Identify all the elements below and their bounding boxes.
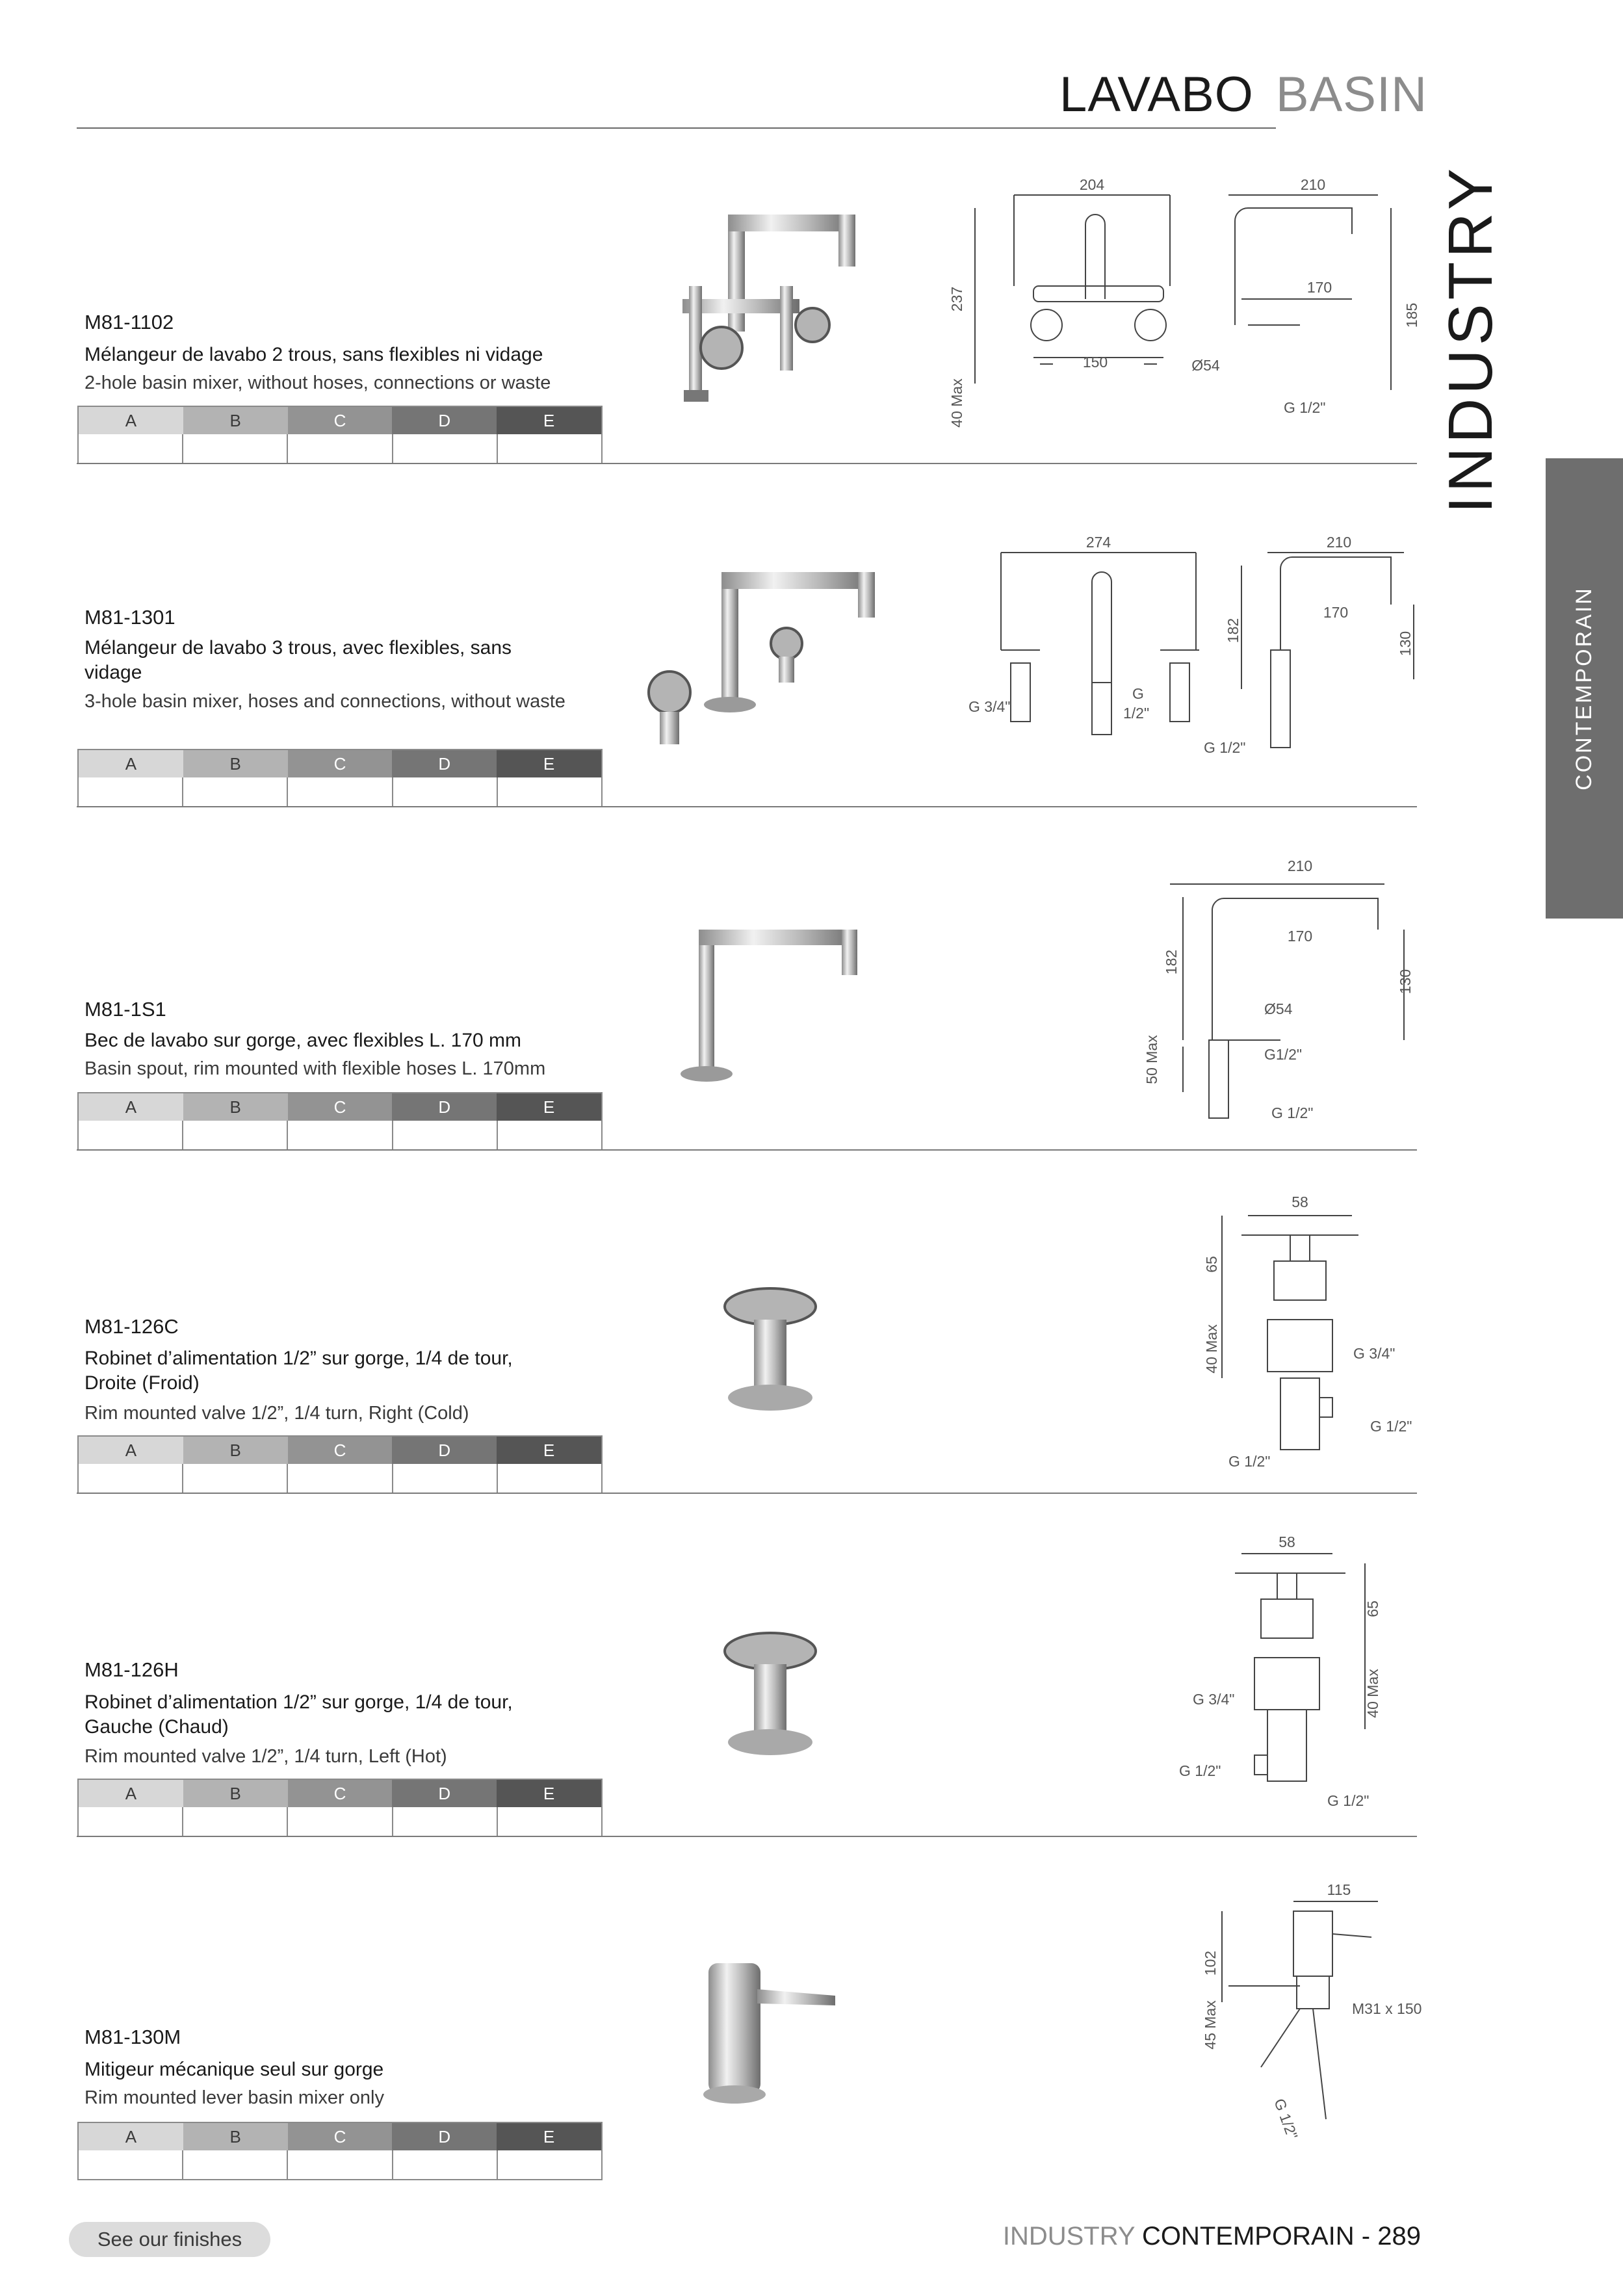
dim-g: G [1132,685,1144,702]
dim-237: 237 [948,286,965,312]
finish-c[interactable]: C [288,407,393,434]
product-desc-fr: Robinet d’alimentation 1/2” sur gorge, 1/4 de tour, Droite (Froid) [84,1348,513,1394]
dim-65: 65 [1203,1256,1220,1273]
product-separator [77,1836,1417,1837]
finish-grid [77,1779,603,1837]
product-desc-fr: Mélangeur de lavabo 2 trous, sans flexibles ni vidage [84,344,543,365]
finish-a[interactable]: A [79,750,183,777]
finish-a[interactable]: A [79,1437,183,1464]
finish-c[interactable]: C [288,1437,393,1464]
dim-g12-b: G 1/2" [1271,1104,1314,1121]
technical-drawing [1170,1534,1430,1820]
finish-b-box[interactable] [183,777,288,806]
product-separator [77,1149,1417,1151]
product-desc-fr: Mitigeur mécanique seul sur gorge [84,2059,384,2080]
dim-130: 130 [1397,631,1414,657]
dim-102: 102 [1202,1950,1219,1976]
footer-category: CONTEMPORAIN [1141,2222,1355,2250]
collection-vertical-title: INDUSTRY [1436,164,1505,514]
product-desc-fr: Robinet d’alimentation 1/2” sur gorge, 1/4 de tour, Gauche (Chaud) [84,1691,513,1738]
finish-d-box[interactable] [393,1121,498,1149]
dim-g12: G 1/2" [1271,2096,1301,2142]
finish-d-box[interactable] [393,434,498,463]
finish-d[interactable]: D [392,1780,497,1807]
title-fr: LAVABO [1059,67,1254,122]
technical-drawing [1189,1872,1436,2158]
dim-204: 204 [1079,176,1105,193]
finish-b-box[interactable] [183,434,288,463]
finish-a[interactable]: A [79,1093,183,1121]
dim-g12-a: G1/2" [1264,1046,1303,1063]
finish-e-box[interactable] [498,1464,601,1493]
finish-c-box[interactable] [288,1464,393,1493]
product-code: M81-130M [84,2026,181,2048]
dim-115: 115 [1327,1881,1351,1898]
product-desc-en: 3-hole basin mixer, hoses and connections, without waste [84,691,565,712]
finish-a[interactable]: A [79,2123,183,2150]
dim-182: 182 [1163,949,1180,975]
dim-g12: G 1/2" [1204,739,1246,756]
finish-c-box[interactable] [288,1807,393,1836]
finish-d-box[interactable] [393,1464,498,1493]
dim-50max: 50 Max [1143,1035,1160,1084]
finish-a-box[interactable] [79,1807,183,1836]
technical-drawing [936,533,1443,767]
finish-a-box[interactable] [79,777,183,806]
finish-a[interactable]: A [79,407,183,434]
finish-c[interactable]: C [288,2123,393,2150]
finish-c[interactable]: C [288,1093,393,1121]
product-photo [669,910,877,1105]
product-code: M81-126H [84,1658,179,1681]
finish-b[interactable]: B [183,1437,288,1464]
finish-e-box[interactable] [498,1121,601,1149]
dim-40max: 40 Max [948,378,965,428]
dim-40max: 40 Max [1203,1324,1220,1374]
see-finishes-button[interactable]: See our finishes [69,2222,270,2257]
dim-210: 210 [1326,534,1352,551]
footer-separator: - [1361,2222,1371,2250]
page-title [0,67,1427,122]
finish-grid [77,1435,603,1494]
product-photo [624,546,897,767]
dim-54: Ø54 [1264,1000,1293,1017]
technical-drawing [1183,1190,1430,1476]
dim-40max: 40 Max [1364,1669,1381,1718]
finish-e-box[interactable] [498,1807,601,1836]
dim-185: 185 [1403,302,1420,328]
category-tab[interactable] [1546,458,1623,919]
finish-c[interactable]: C [288,750,393,777]
finish-b-box[interactable] [183,2150,288,2179]
dim-210: 210 [1287,857,1313,874]
product-code: M81-126C [84,1315,179,1338]
product-photo [656,189,877,436]
finish-c-box[interactable] [288,777,393,806]
dim-54: Ø54 [1191,357,1220,374]
finish-c-box[interactable] [288,1121,393,1149]
finish-grid [77,749,603,807]
dim-170: 170 [1287,928,1313,945]
product-photo [695,1619,845,1775]
finish-e-box[interactable] [498,2150,601,2179]
finish-d[interactable]: D [392,1093,497,1121]
finish-a-box[interactable] [79,1121,183,1149]
dim-274: 274 [1085,534,1111,551]
dim-g34: G 3/4" [968,698,1011,715]
finish-e[interactable]: E [497,2123,601,2150]
technical-drawing [1137,845,1443,1144]
footer-collection: INDUSTRY [1002,2222,1135,2250]
finish-e-box[interactable] [498,434,601,463]
product-desc-fr: Mélangeur de lavabo 3 trous, avec flexibles, sans vidage [84,637,512,683]
dim-g12-b: G 1/2" [1327,1792,1370,1809]
finish-c-box[interactable] [288,2150,393,2179]
finish-d[interactable]: D [392,750,497,777]
product-separator [77,1493,1417,1494]
finish-d[interactable]: D [392,1437,497,1464]
dim-150: 150 [1082,354,1108,371]
product-separator [77,463,1417,464]
finish-c-box[interactable] [288,434,393,463]
dim-g34: G 3/4" [1193,1691,1235,1708]
finish-a-box[interactable] [79,434,183,463]
dim-g34: G 3/4" [1353,1345,1396,1362]
finish-b-box[interactable] [183,1807,288,1836]
dim-g12: G 1/2" [1284,399,1326,416]
product-desc-en: Rim mounted valve 1/2”, 1/4 turn, Left (Hot) [84,1746,447,1767]
dim-g12-a: G 1/2" [1179,1762,1221,1779]
finish-c[interactable]: C [288,1780,393,1807]
finish-d-box[interactable] [393,2150,498,2179]
product-desc-fr: Bec de lavabo sur gorge, avec flexibles L. 170 mm [84,1030,522,1051]
finish-grid [77,406,603,464]
finish-b[interactable]: B [183,1780,288,1807]
dim-65: 65 [1364,1600,1381,1617]
page-footer [0,2223,1421,2249]
finish-d-box[interactable] [393,1807,498,1836]
product-code: M81-1301 [84,606,175,629]
product-photo [695,1274,845,1430]
dim-12: 1/2" [1123,705,1150,722]
dim-170: 170 [1323,604,1349,621]
category-tab-label: CONTEMPORAIN [1572,586,1596,790]
product-desc-en: Rim mounted valve 1/2”, 1/4 turn, Right (Cold) [84,1403,469,1424]
technical-drawing [936,169,1443,442]
finish-b[interactable]: B [183,407,288,434]
product-desc-en: Rim mounted lever basin mixer only [84,2087,384,2108]
dim-m31: M31 x 150 [1352,2000,1422,2017]
dim-45max: 45 Max [1202,2000,1219,2050]
finish-e[interactable]: E [497,1437,601,1464]
finish-b-box[interactable] [183,1464,288,1493]
finish-a-box[interactable] [79,2150,183,2179]
finish-b[interactable]: B [183,750,288,777]
finish-e[interactable]: E [497,750,601,777]
finish-e[interactable]: E [497,407,601,434]
page-number: 289 [1377,2222,1421,2250]
product-desc-en: 2-hole basin mixer, without hoses, connections or waste [84,372,551,393]
dim-130: 130 [1397,969,1414,995]
product-code: M81-1S1 [84,998,166,1021]
finish-a[interactable]: A [79,1780,183,1807]
dim-58: 58 [1292,1194,1308,1210]
dim-210: 210 [1300,176,1326,193]
dim-g12-b: G 1/2" [1228,1453,1271,1470]
finish-a-box[interactable] [79,1464,183,1493]
finish-d-box[interactable] [393,777,498,806]
dim-182: 182 [1225,618,1241,644]
finish-e[interactable]: E [497,1780,601,1807]
product-desc-en: Basin spout, rim mounted with flexible hoses L. 170mm [84,1058,546,1079]
finish-b[interactable]: B [183,1093,288,1121]
finish-e[interactable]: E [497,1093,601,1121]
finish-grid [77,2122,603,2180]
dim-g12-a: G 1/2" [1370,1418,1412,1435]
product-code: M81-1102 [84,311,174,333]
product-separator [77,806,1417,807]
finish-b[interactable]: B [183,2123,288,2150]
dim-170: 170 [1306,279,1332,296]
header-divider [77,127,1276,129]
dim-58: 58 [1279,1534,1295,1550]
finish-grid [77,1092,603,1151]
finish-d[interactable]: D [392,2123,497,2150]
title-en: BASIN [1275,67,1427,122]
finish-e-box[interactable] [498,777,601,806]
finish-b-box[interactable] [183,1121,288,1149]
finish-d[interactable]: D [392,407,497,434]
product-photo [695,1944,851,2113]
